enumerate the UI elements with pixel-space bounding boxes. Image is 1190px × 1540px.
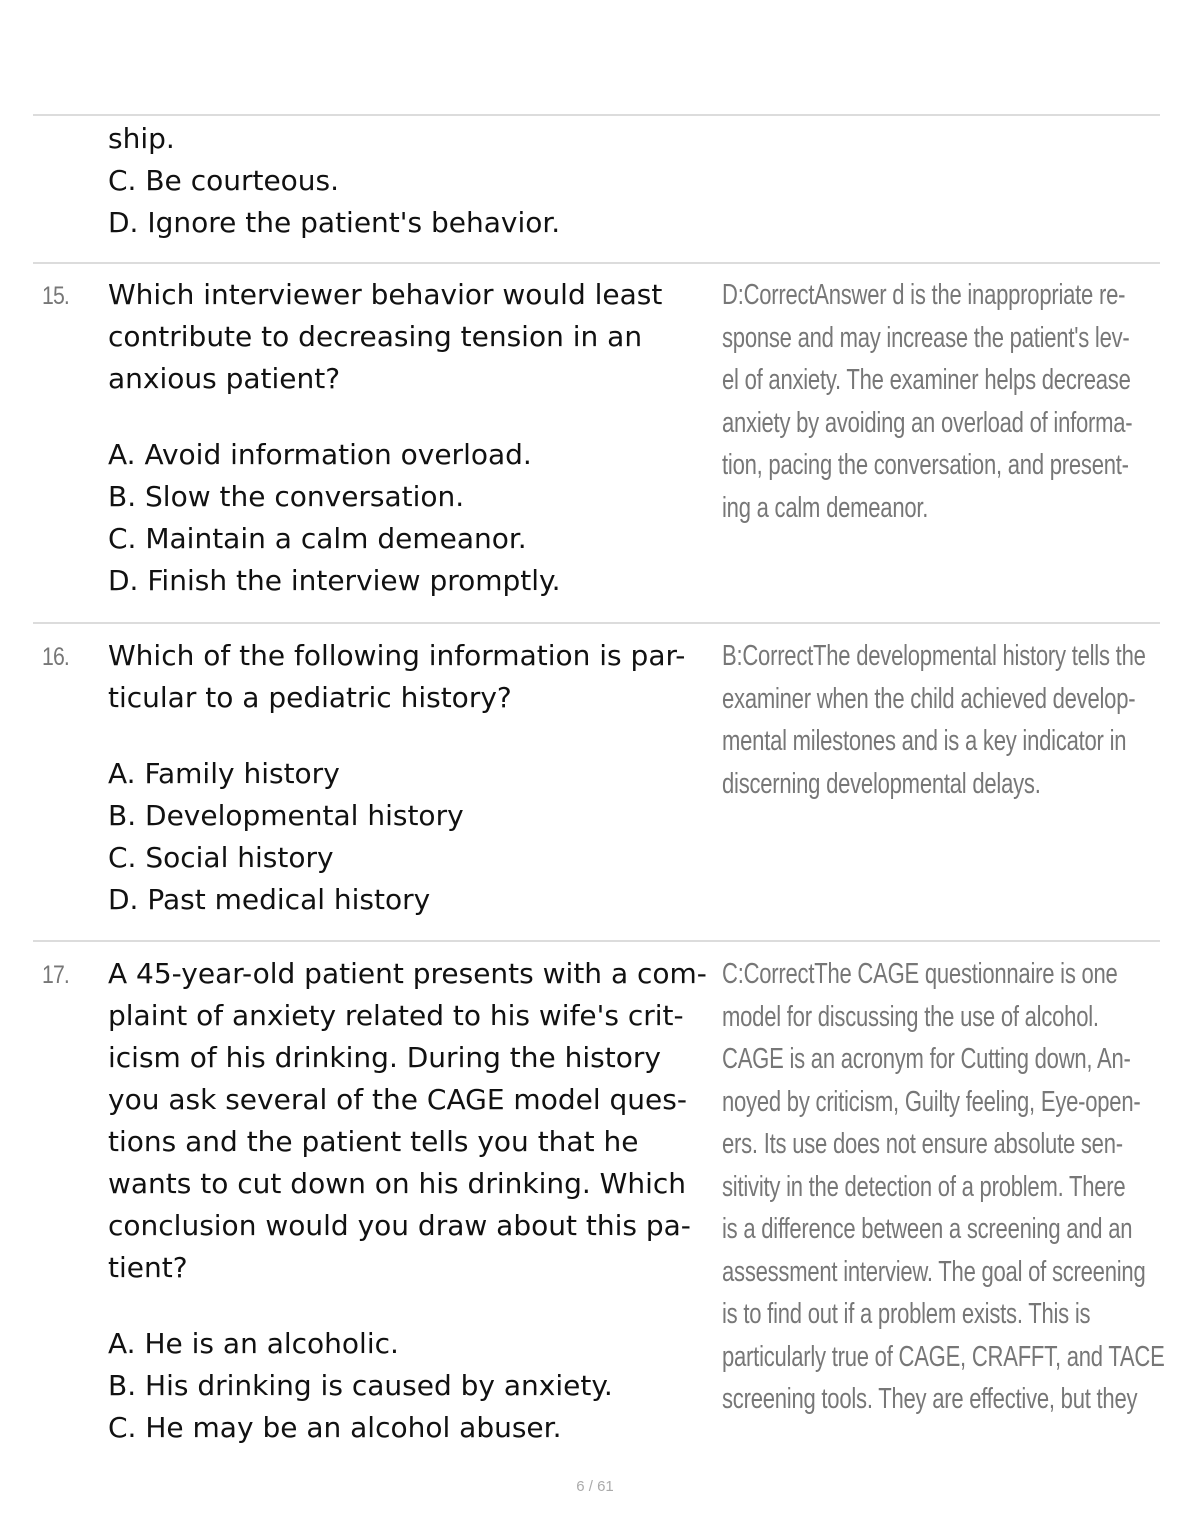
answer-line: el of anxiety. The examiner helps decrease <box>722 364 1131 396</box>
answer-line: model for discussing the use of alcohol. <box>722 1000 1099 1033</box>
answer-line: mental milestones and is a key indicator in <box>722 725 1127 757</box>
answer-line: C:CorrectThe CAGE questionnaire is one <box>722 958 1118 990</box>
option-a: A. Family history <box>108 757 340 790</box>
answer-line: screening tools. They are effective, but they <box>722 1383 1138 1415</box>
question-number: 17. <box>42 961 70 989</box>
question-line: icism of his drinking. During the history <box>108 1041 661 1074</box>
question-line: conclusion would you draw about this pa- <box>108 1209 691 1242</box>
answer-line: CAGE is an acronym for Cutting down, An- <box>722 1043 1131 1075</box>
answer-line: tion, pacing the conversation, and present- <box>722 449 1129 481</box>
option-d: D. Past medical history <box>108 883 431 916</box>
question-line: wants to cut down on his drinking. Which <box>108 1167 687 1200</box>
option-b: B. Developmental history <box>108 799 464 832</box>
continued-line: ship. <box>108 122 175 155</box>
question-number: 15. <box>42 282 70 310</box>
answer-line: ers. Its use does not ensure absolute sen- <box>722 1128 1123 1160</box>
answer-explanation-15 <box>722 274 1152 529</box>
option-c: C. Social history <box>108 841 334 874</box>
answer-line: particularly true of CAGE, CRAFFT, and TACE <box>722 1340 1165 1373</box>
question-15 <box>108 274 718 602</box>
question-line: A 45-year-old patient presents with a com- <box>108 957 707 990</box>
option-a: A. He is an alcoholic. <box>108 1327 399 1360</box>
answer-explanation-16 <box>722 635 1152 805</box>
option-c: C. Be courteous. <box>108 164 340 197</box>
question-divider <box>33 940 1160 942</box>
answer-line: is a difference between a screening and an <box>722 1213 1133 1245</box>
question-line: you ask several of the CAGE model ques- <box>108 1083 687 1116</box>
question-16 <box>108 635 718 921</box>
answer-line: anxiety by avoiding an overload of informa- <box>722 406 1133 439</box>
question-number: 16. <box>42 643 70 671</box>
option-b: B. Slow the conversation. <box>108 480 465 513</box>
answer-line: examiner when the child achieved develop- <box>722 682 1136 715</box>
option-d: D. Finish the interview promptly. <box>108 564 561 597</box>
option-c: C. He may be an alcohol abuser. <box>108 1411 562 1444</box>
answer-line: sitivity in the detection of a problem. There <box>722 1170 1126 1203</box>
answer-line: discerning developmental delays. <box>722 767 1041 800</box>
option-c: C. Maintain a calm demeanor. <box>108 522 527 555</box>
option-b: B. His drinking is caused by anxiety. <box>108 1369 613 1402</box>
answer-line: B:CorrectThe developmental history tells the <box>722 640 1146 672</box>
question-divider <box>33 262 1160 264</box>
option-d: D. Ignore the patient's behavior. <box>108 206 561 239</box>
continued-question <box>108 118 718 244</box>
question-line: anxious patient? <box>108 362 341 395</box>
question-line: plaint of anxiety related to his wife's crit- <box>108 999 684 1032</box>
question-line: Which of the following information is par- <box>108 639 686 672</box>
question-17 <box>108 953 718 1449</box>
question-line: ticular to a pediatric history? <box>108 681 512 714</box>
top-divider <box>33 114 1160 116</box>
answer-line: D:CorrectAnswer d is the inappropriate re- <box>722 279 1126 311</box>
answer-line: sponse and may increase the patient's lev- <box>722 321 1130 354</box>
question-line: Which interviewer behavior would least <box>108 278 663 311</box>
answer-explanation-17 <box>722 953 1165 1421</box>
page-indicator: 6 / 61 <box>576 1478 614 1495</box>
question-divider <box>33 622 1160 624</box>
answer-line: ing a calm demeanor. <box>722 491 929 524</box>
question-line: tient? <box>108 1251 188 1284</box>
option-a: A. Avoid information overload. <box>108 438 532 471</box>
answer-line: assessment interview. The goal of screening <box>722 1255 1146 1288</box>
answer-line: noyed by criticism, Guilty feeling, Eye-open- <box>722 1085 1141 1118</box>
answer-line: is to find out if a problem exists. This is <box>722 1298 1091 1330</box>
question-line: contribute to decreasing tension in an <box>108 320 643 353</box>
question-line: tions and the patient tells you that he <box>108 1125 639 1158</box>
